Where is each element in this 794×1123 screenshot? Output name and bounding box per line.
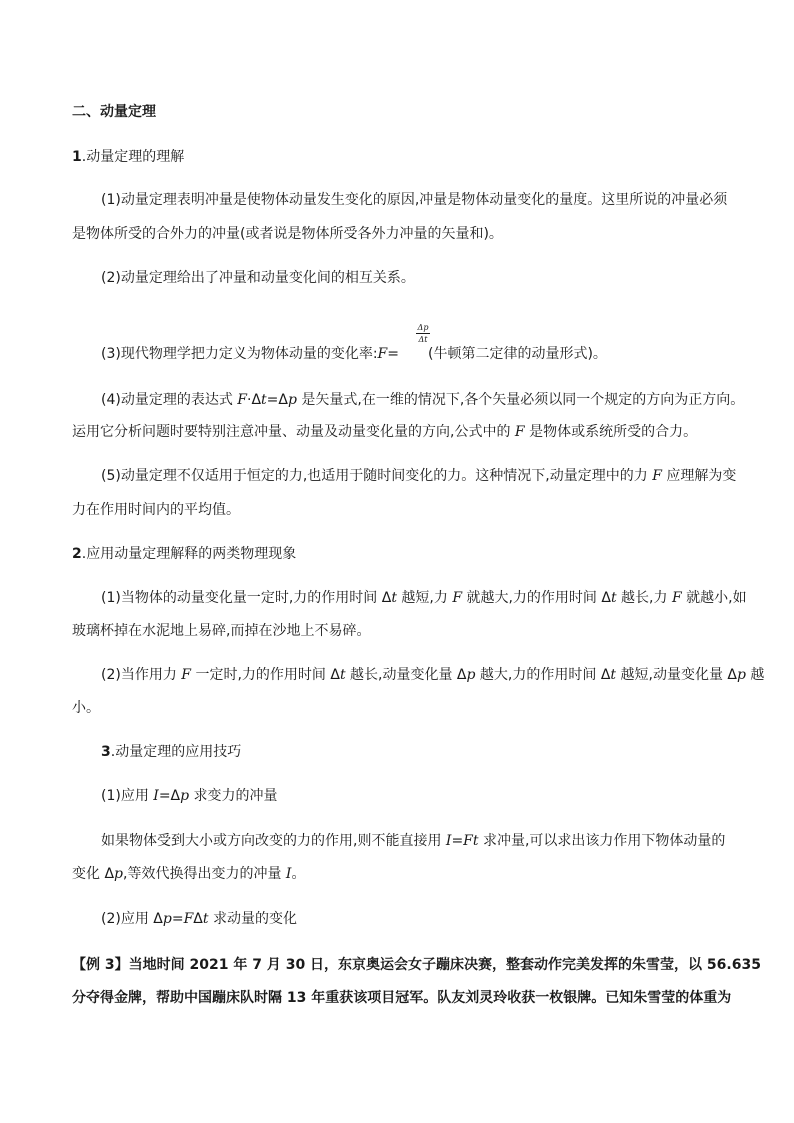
- time-symbol: t: [391, 590, 397, 606]
- subsection-2-title: [72, 546, 296, 562]
- paragraph-4-line-2: [72, 424, 697, 440]
- text-run: ·Δ: [247, 392, 262, 408]
- paragraph-2: (2)动量定理给出了冲量和动量变化间的相互关系。: [101, 270, 415, 286]
- phenomenon-1-line-1: [101, 590, 747, 606]
- force-symbol: F: [183, 911, 194, 927]
- fraction-denominator: Δt: [418, 335, 428, 344]
- technique-1-line-1: [101, 833, 725, 849]
- time-symbol: t: [610, 590, 617, 606]
- momentum-symbol: p: [180, 788, 190, 804]
- momentum-symbol: p: [114, 866, 123, 882]
- text-run: (2)当作用力: [101, 667, 182, 683]
- text-run: 求冲量,可以求出该力作用下物体动量的: [478, 833, 726, 849]
- text-run: ,等效代换得出变力的冲量: [123, 866, 286, 882]
- text-run: 越短,力: [396, 590, 453, 606]
- force-symbol: F: [671, 590, 682, 606]
- text-run: 一定时,力的作用时间 Δ: [191, 667, 340, 683]
- momentum-symbol: p: [287, 392, 297, 408]
- time-symbol: t: [339, 667, 346, 683]
- impulse-symbol: I: [285, 866, 292, 882]
- force-symbol: F: [452, 590, 463, 606]
- paragraph-5-line-1: [101, 468, 736, 484]
- text-run: 应理解为变: [661, 468, 737, 484]
- subsection-3-number: 3: [101, 744, 111, 760]
- phenomenon-1-line-2: 玻璃杯掉在水泥地上易碎,而掉在沙地上不易碎。: [72, 623, 371, 639]
- text-run: 。: [291, 866, 306, 882]
- subsection-2-text: .应用动量定理解释的两类物理现象: [81, 546, 297, 562]
- example-line-1: [72, 957, 761, 973]
- impulse-formula: Ft: [463, 833, 479, 849]
- text-run: 求变力的冲量: [189, 788, 278, 804]
- force-symbol: F: [237, 392, 247, 408]
- text-run: (1)当物体的动量变化量一定时,力的作用时间 Δ: [101, 590, 392, 606]
- subsection-3-text: .动量定理的应用技巧: [110, 744, 242, 760]
- momentum-rate-fraction: [416, 323, 430, 344]
- text-run: 如果物体受到大小或方向改变的力的作用,则不能直接用: [101, 833, 446, 849]
- text-run: (1)应用: [101, 788, 154, 804]
- text-run: 就越大,力的作用时间 Δ: [462, 590, 611, 606]
- example-label: 【例 3】: [72, 957, 129, 973]
- subsection-1-title: [72, 149, 184, 165]
- text-run: 是物体或系统所受的合力。: [524, 424, 698, 440]
- text-run: 运用它分析问题时要特别注意冲量、动量及动量变化量的方向,公式中的: [72, 424, 515, 440]
- subsection-2-number: 2: [72, 546, 82, 562]
- text-run: 越: [745, 667, 765, 683]
- paragraph-3-tail: (牛顿第二定律的动量形式)。: [428, 346, 607, 362]
- technique-1-title: [101, 788, 278, 804]
- impulse-symbol: I: [445, 833, 452, 849]
- force-symbol: F: [181, 667, 191, 683]
- text-run: Δ: [193, 911, 203, 927]
- time-symbol: t: [261, 392, 267, 408]
- momentum-symbol: p: [466, 667, 476, 683]
- text-run: =: [451, 833, 464, 849]
- text-run: 越长,力: [616, 590, 672, 606]
- technique-1-line-2: [72, 866, 305, 882]
- text-run: 越长,动量变化量 Δ: [345, 667, 467, 683]
- force-symbol: F: [377, 346, 388, 362]
- text-run: 是矢量式,在一维的情况下,各个矢量必须以同一个规定的方向为正方向。: [296, 392, 745, 408]
- paragraph-3: [101, 346, 399, 362]
- text-run: 求动量的变化: [208, 911, 297, 927]
- time-symbol: t: [202, 911, 209, 927]
- momentum-symbol: p: [737, 667, 746, 683]
- subsection-1-number: 1: [72, 149, 82, 165]
- subsection-3-title: [101, 744, 241, 760]
- impulse-symbol: I: [153, 788, 159, 804]
- force-symbol: F: [514, 424, 525, 440]
- paragraph-4-line-1: [101, 392, 744, 408]
- fraction-numerator: Δp: [417, 323, 429, 332]
- example-line-2: 分夺得金牌，帮助中国蹦床队时隔 13 年重获该项目冠军。队友刘灵玲收获一枚银牌。已知朱雪莹的体重为: [72, 990, 732, 1006]
- text-run: (4)动量定理的表达式: [101, 392, 238, 408]
- time-symbol: t: [610, 667, 617, 683]
- text-run: 越大,力的作用时间 Δ: [475, 667, 611, 683]
- equals-sign: =: [387, 346, 399, 362]
- phenomenon-2-line-1: [101, 667, 764, 683]
- section-heading: 二、动量定理: [72, 104, 156, 120]
- text-run: =: [171, 911, 184, 927]
- text-run: =Δ: [158, 788, 181, 804]
- paragraph-1-line-2: 是物体所受的合外力的冲量(或者说是物体所受各外力冲量的矢量和)。: [72, 226, 503, 242]
- fraction-bar: [416, 333, 430, 334]
- text-run: 变化 Δ: [72, 866, 115, 882]
- example-text: 当地时间 2021 年 7 月 30 日，东京奥运会女子蹦床决赛，整套动作完美发挥的朱雪莹，以 56.635: [128, 957, 761, 973]
- paragraph-1-line-1: (1)动量定理表明冲量是使物体动量发生变化的原因,冲量是物体动量变化的量度。这里所说的冲量必须: [101, 192, 728, 208]
- text-run: =Δ: [266, 392, 288, 408]
- paragraph-3-text: (3)现代物理学把力定义为物体动量的变化率:: [101, 346, 378, 362]
- text-run: (2)应用 Δ: [101, 911, 163, 927]
- text-run: 就越小,如: [681, 590, 747, 606]
- technique-2-title: [101, 911, 297, 927]
- phenomenon-2-line-2: 小。: [72, 700, 100, 716]
- force-symbol: F: [652, 468, 662, 484]
- paragraph-5-line-2: 力在作用时间内的平均值。: [72, 502, 240, 518]
- text-run: 越短,动量变化量 Δ: [616, 667, 737, 683]
- subsection-1-text: .动量定理的理解: [81, 149, 185, 165]
- text-run: (5)动量定理不仅适用于恒定的力,也适用于随时间变化的力。这种情况下,动量定理中的力: [101, 468, 653, 484]
- momentum-symbol: p: [162, 911, 172, 927]
